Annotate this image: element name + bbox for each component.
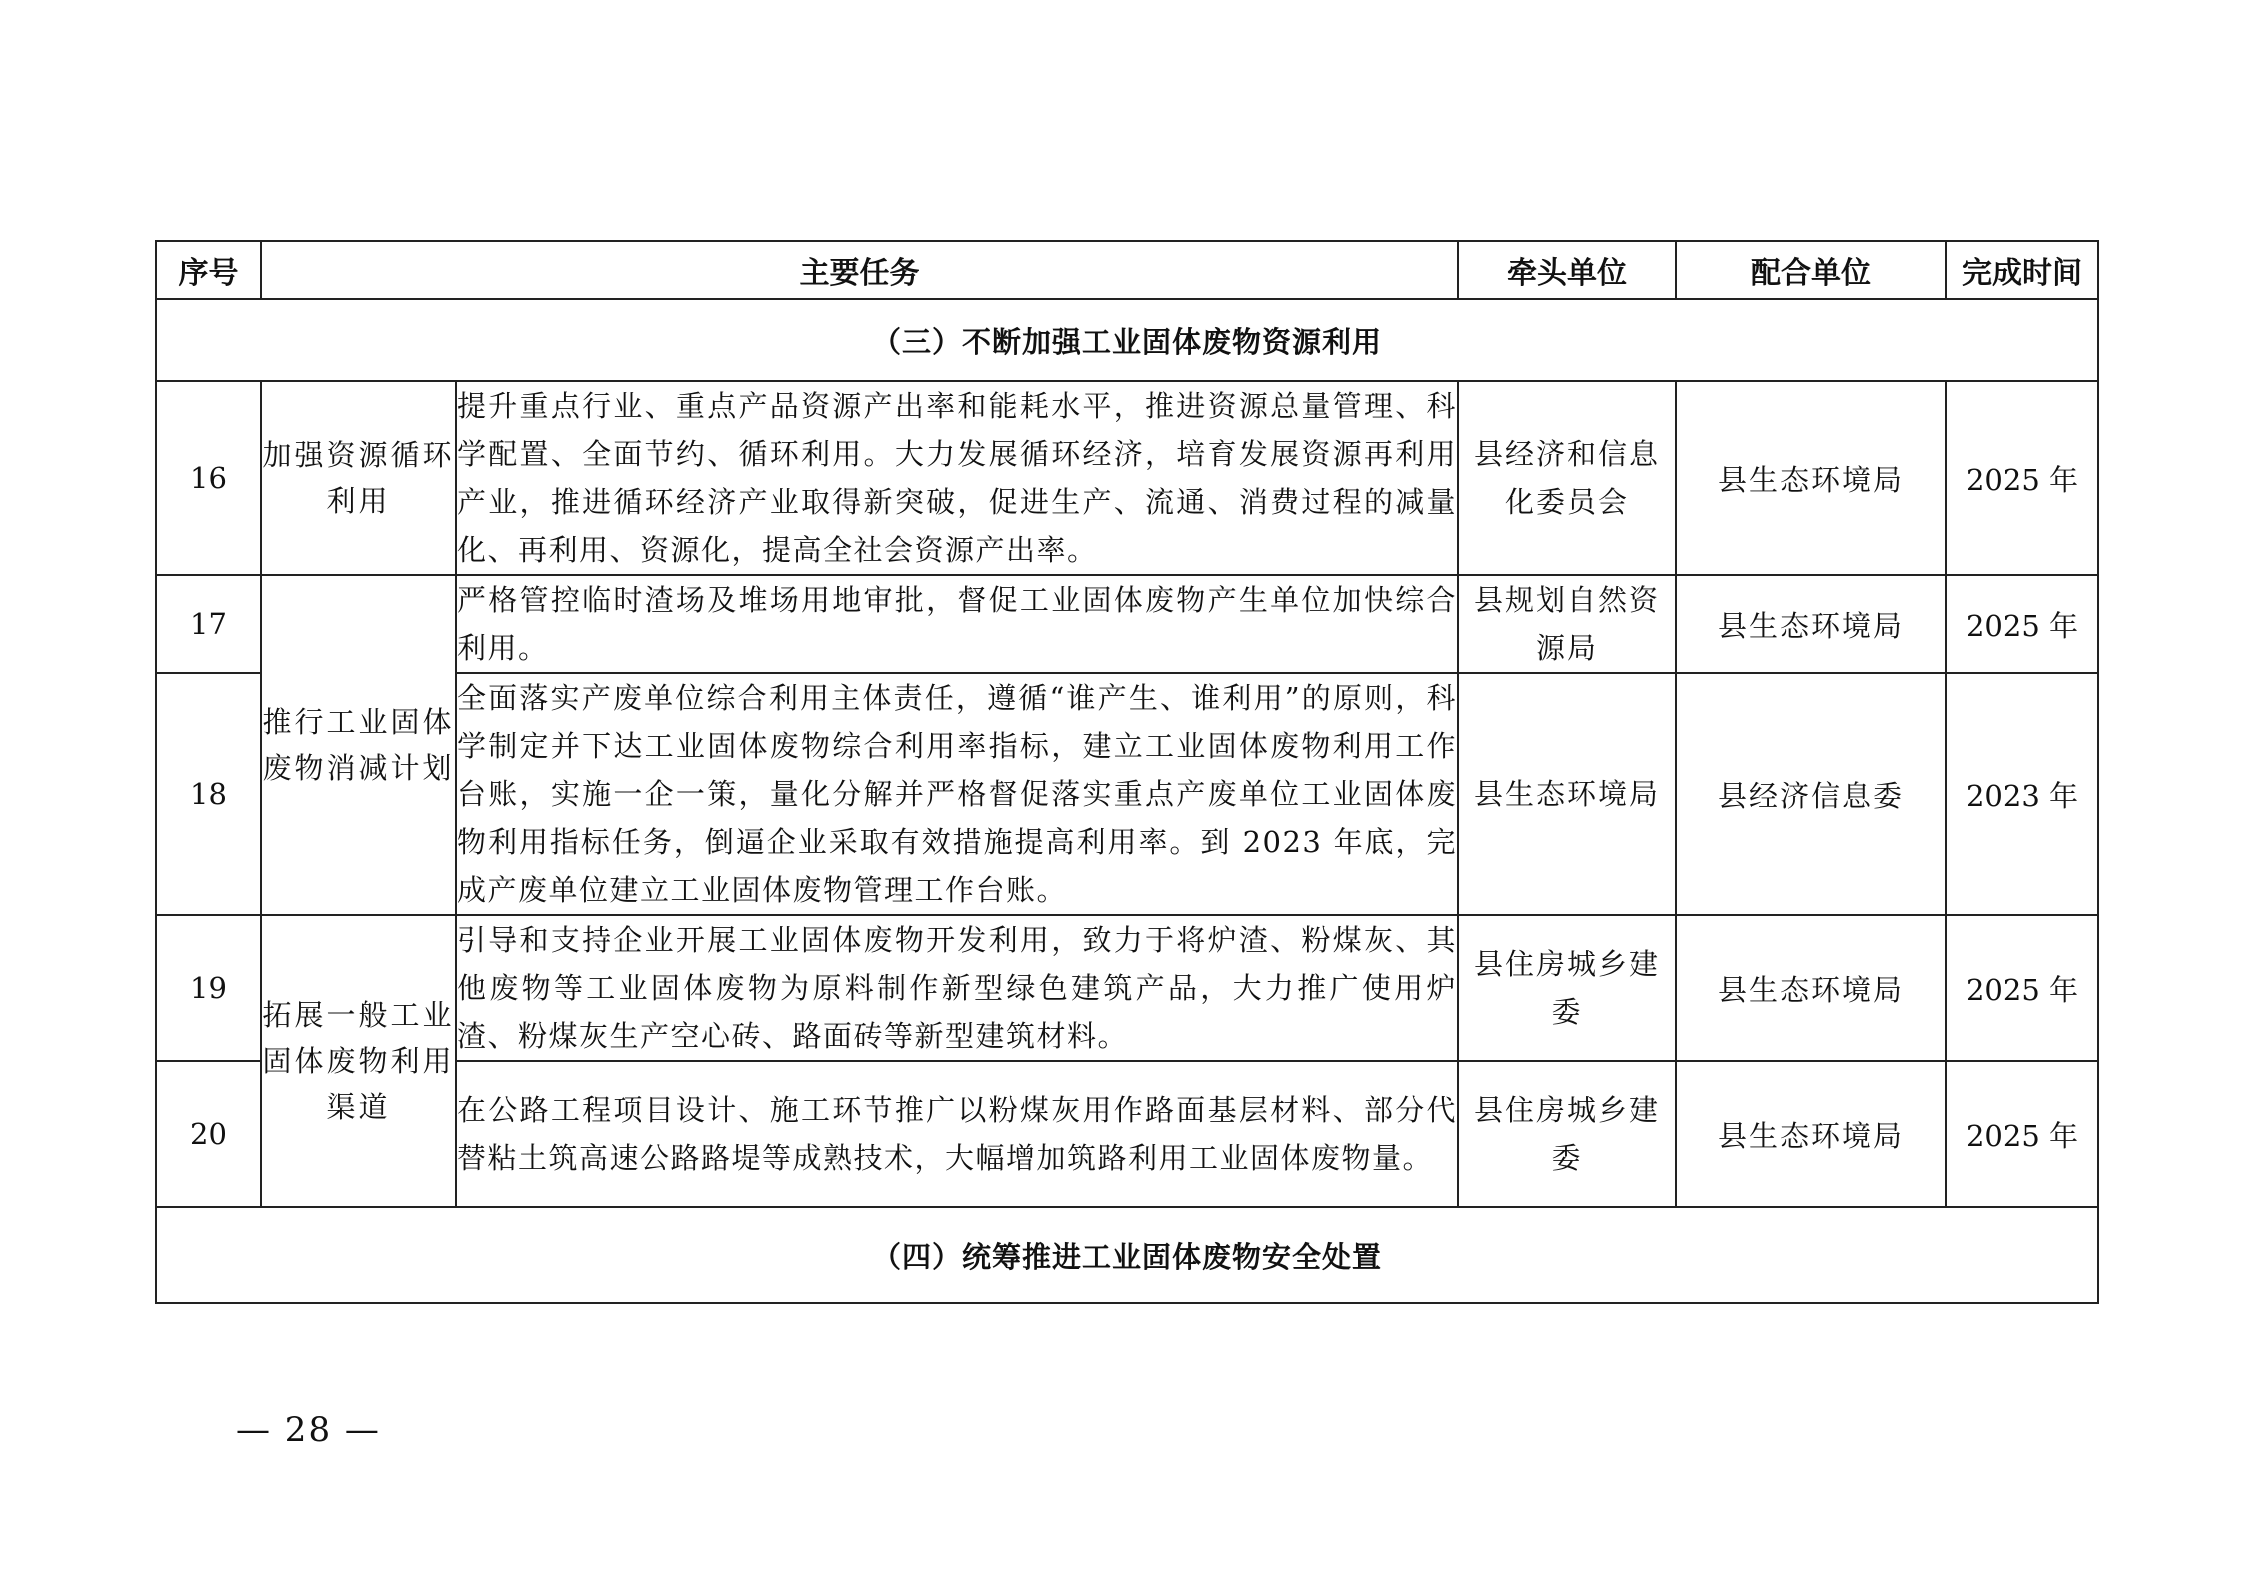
row-desc: 提升重点行业、重点产品资源产出率和能耗水平，推进资源总量管理、科学配置、全面节约、循环利用。大力发展循环经济，培育发展资源再利用产业，推进循环经济产业取得新突破，促进生产、流通、消费过程的减量化、再利用、资源化，提高全社会资源产出率。 — [456, 381, 1458, 575]
row-lead: 县住房城乡建委 — [1458, 915, 1676, 1061]
section-title-3: （三）不断加强工业固体废物资源利用 — [156, 299, 2098, 381]
row-time: 2025 年 — [1946, 575, 2098, 673]
row-coop: 县生态环境局 — [1676, 915, 1946, 1061]
row-coop: 县经济信息委 — [1676, 673, 1946, 915]
row-num: 19 — [156, 915, 261, 1061]
table-row — [156, 381, 2098, 575]
row-time: 2023 年 — [1946, 673, 2098, 915]
row-num: 17 — [156, 575, 261, 673]
row-task: 加强资源循环利用 — [261, 381, 456, 575]
row-time: 2025 年 — [1946, 381, 2098, 575]
header-num: 序号 — [156, 241, 261, 299]
table-row — [156, 575, 2098, 673]
section-title-4: （四）统筹推进工业固体废物安全处置 — [156, 1207, 2098, 1303]
row-task: 拓展一般工业固体废物利用渠道 — [261, 915, 456, 1207]
row-lead: 县规划自然资源局 — [1458, 575, 1676, 673]
row-time: 2025 年 — [1946, 915, 2098, 1061]
header-row — [156, 241, 2098, 299]
section-row — [156, 299, 2098, 381]
header-time: 完成时间 — [1946, 241, 2098, 299]
row-task: 推行工业固体废物消减计划 — [261, 575, 456, 915]
row-coop: 县生态环境局 — [1676, 1061, 1946, 1207]
row-coop: 县生态环境局 — [1676, 575, 1946, 673]
row-lead: 县住房城乡建委 — [1458, 1061, 1676, 1207]
row-coop: 县生态环境局 — [1676, 381, 1946, 575]
header-task: 主要任务 — [261, 241, 1458, 299]
row-lead: 县经济和信息化委员会 — [1458, 381, 1676, 575]
header-lead: 牵头单位 — [1458, 241, 1676, 299]
row-desc: 引导和支持企业开展工业固体废物开发利用，致力于将炉渣、粉煤灰、其他废物等工业固体废物为原料制作新型绿色建筑产品，大力推广使用炉渣、粉煤灰生产空心砖、路面砖等新型建筑材料。 — [456, 915, 1458, 1061]
row-desc: 在公路工程项目设计、施工环节推广以粉煤灰用作路面基层材料、部分代替粘土筑高速公路路堤等成熟技术，大幅增加筑路利用工业固体废物量。 — [456, 1061, 1458, 1207]
row-desc: 全面落实产废单位综合利用主体责任，遵循“谁产生、谁利用”的原则，科学制定并下达工业固体废物综合利用率指标，建立工业固体废物利用工作台账，实施一企一策，量化分解并严格督促落实重点产废单位工业固体废物利用指标任务，倒逼企业采取有效措施提高利用率。到 2023 年底，完成产废单位建立工业固体废物管理工作台账。 — [456, 673, 1458, 915]
section-row — [156, 1207, 2098, 1303]
row-num: 20 — [156, 1061, 261, 1207]
row-lead: 县生态环境局 — [1458, 673, 1676, 915]
table-row — [156, 915, 2098, 1061]
row-num: 18 — [156, 673, 261, 915]
page-number: — 28 — — [236, 1410, 381, 1450]
row-time: 2025 年 — [1946, 1061, 2098, 1207]
row-desc: 严格管控临时渣场及堆场用地审批，督促工业固体废物产生单位加快综合利用。 — [456, 575, 1458, 673]
row-num: 16 — [156, 381, 261, 575]
task-table — [155, 240, 2099, 1304]
header-coop: 配合单位 — [1676, 241, 1946, 299]
